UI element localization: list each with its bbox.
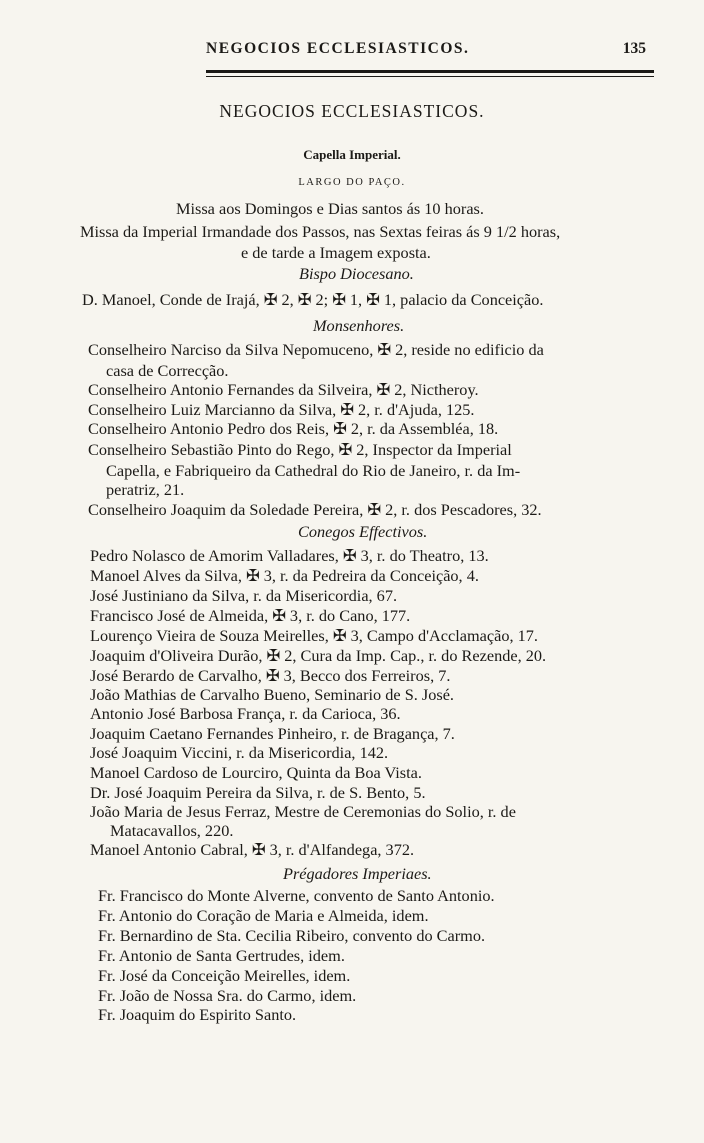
text-line: Joaquim d'Oliveira Durão, ✠ 2, Cura da Imp. Cap., r. do Rezende, 20. — [90, 646, 547, 665]
text-line: Conselheiro Luiz Marcianno da Silva, ✠ 2, r. d'Ajuda, 125. — [88, 400, 475, 419]
text-line: Fr. Bernardino de Sta. Cecilia Ribeiro, convento do Carmo. — [98, 926, 486, 945]
text-line: João Maria de Jesus Ferraz, Mestre de Ceremonias do Solio, r. de — [90, 802, 516, 821]
text-line: Capella, e Fabriqueiro da Cathedral do Rio de Janeiro, r. da Im- — [106, 461, 521, 480]
text-line: Fr. Joaquim do Espirito Santo. — [98, 1005, 297, 1024]
text-line: Fr. Antonio do Coração de Maria e Almeida, idem. — [98, 906, 429, 925]
text-line: Conselheiro Sebastião Pinto do Rego, ✠ 2, Inspector da Imperial — [88, 440, 512, 459]
running-head-title: NEGOCIOS ECCLESIASTICOS. — [206, 40, 470, 57]
text-line: D. Manoel, Conde de Irajá, ✠ 2, ✠ 2; ✠ 1, ✠ 1, palacio da Conceição. — [82, 290, 544, 309]
heading-bispo: Bispo Diocesano. — [299, 264, 414, 283]
text-line: Manoel Cardoso de Lourciro, Quinta da Boa Vista. — [90, 763, 422, 782]
text-line: Antonio José Barbosa França, r. da Carioca, 36. — [90, 704, 401, 723]
text-line: Lourenço Vieira de Souza Meirelles, ✠ 3, Campo d'Acclamação, 17. — [90, 626, 538, 645]
location-heading: LARGO DO PAÇO. — [298, 177, 406, 188]
heading-conegos: Conegos Effectivos. — [298, 522, 428, 541]
text-line: Conselheiro Narciso da Silva Nepomuceno, ✠ 2, reside no edificio da — [88, 340, 544, 359]
text-line: peratriz, 21. — [106, 480, 185, 499]
text-line: Pedro Nolasco de Amorim Valladares, ✠ 3, r. do Theatro, 13. — [90, 546, 489, 565]
page-number: 135 — [622, 40, 646, 57]
text-line: Missa da Imperial Irmandade dos Passos, nas Sextas feiras ás 9 1/2 horas, — [80, 222, 561, 241]
heading-monsenhores: Monsenhores. — [313, 316, 405, 335]
text-line: Francisco José de Almeida, ✠ 3, r. do Cano, 177. — [90, 606, 411, 625]
text-line: Fr. João de Nossa Sra. do Carmo, idem. — [98, 986, 357, 1005]
text-line: Manoel Alves da Silva, ✠ 3, r. da Pedreira da Conceição, 4. — [90, 566, 479, 585]
text-line: e de tarde a Imagem exposta. — [241, 243, 431, 262]
text-line: Conselheiro Joaquim da Soledade Pereira, ✠ 2, r. dos Pescadores, 32. — [88, 500, 542, 519]
subsection-title: Capella Imperial. — [303, 147, 401, 162]
text-line: José Joaquim Viccini, r. da Misericordia, 142. — [90, 743, 389, 762]
section-title: NEGOCIOS ECCLESIASTICOS. — [219, 101, 485, 121]
text-line: Fr. José da Conceição Meirelles, idem. — [98, 966, 351, 985]
text-line: Fr. Antonio de Santa Gertrudes, idem. — [98, 946, 345, 965]
text-line: José Berardo de Carvalho, ✠ 3, Becco dos Ferreiros, 7. — [90, 666, 451, 685]
text-line: casa de Correcção. — [106, 361, 229, 380]
text-line: Dr. José Joaquim Pereira da Silva, r. de S. Bento, 5. — [90, 783, 426, 802]
text-line: Joaquim Caetano Fernandes Pinheiro, r. de Bragança, 7. — [90, 724, 455, 743]
text-line: João Mathias de Carvalho Bueno, Seminario de S. José. — [90, 685, 455, 704]
text-line: Conselheiro Antonio Fernandes da Silveira, ✠ 2, Nictheroy. — [88, 380, 479, 399]
text-line: José Justiniano da Silva, r. da Misericordia, 67. — [90, 586, 398, 605]
text-line: Manoel Antonio Cabral, ✠ 3, r. d'Alfandega, 372. — [90, 840, 415, 859]
text-line: Missa aos Domingos e Dias santos ás 10 horas. — [176, 199, 484, 218]
text-line: Fr. Francisco do Monte Alverne, convento de Santo Antonio. — [98, 886, 495, 905]
text-line: Matacavallos, 220. — [110, 821, 234, 840]
heading-pregadores: Prégadores Imperiaes. — [283, 864, 432, 883]
header-rule-thin — [206, 76, 654, 77]
header-rule-thick — [206, 70, 654, 73]
text-line: Conselheiro Antonio Pedro dos Reis, ✠ 2, r. da Assembléa, 18. — [88, 419, 499, 438]
